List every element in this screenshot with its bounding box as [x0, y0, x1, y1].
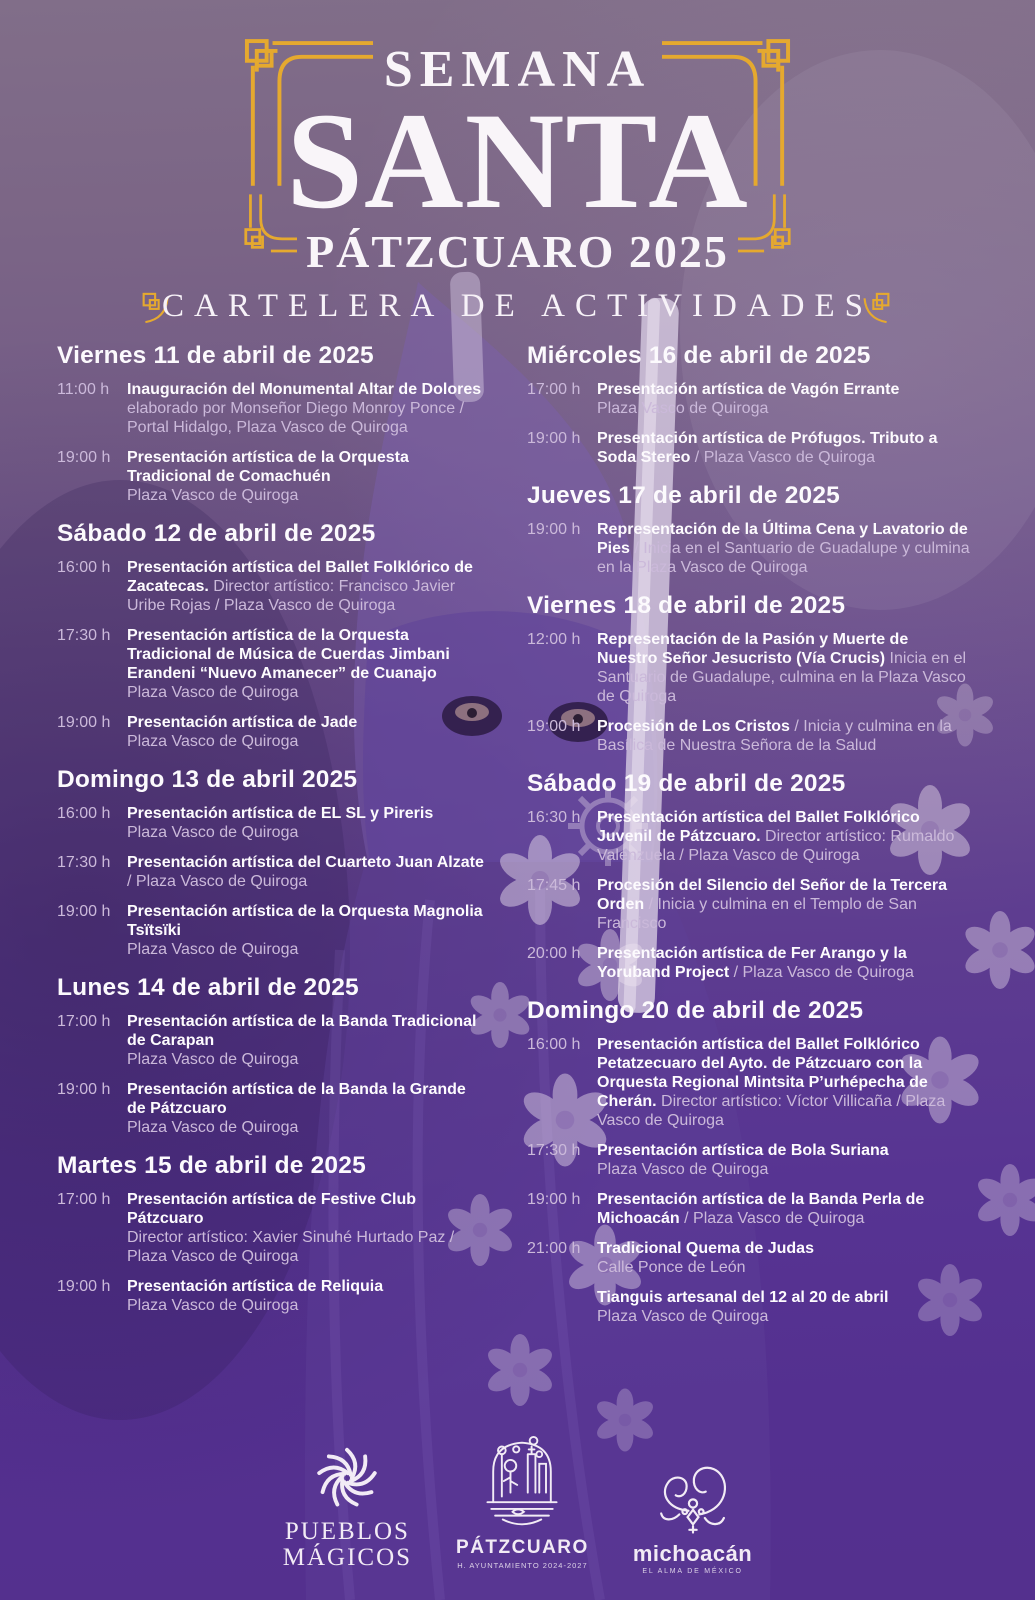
- event-row: [57, 713, 487, 751]
- event-detail: / Plaza Vasco de Quiroga: [729, 964, 914, 981]
- event-row: [57, 853, 487, 891]
- event-detail: Plaza Vasco de Quiroga: [127, 684, 299, 701]
- title-block: [0, 0, 1035, 275]
- event-detail: Plaza Vasco de Quiroga: [597, 1308, 769, 1325]
- event-time: 17:30 h: [57, 627, 111, 644]
- event-time: 19:00 h: [57, 1081, 111, 1098]
- day-heading: Sábado 12 de abril de 2025: [57, 520, 376, 547]
- event-title: Presentación artística de la Orquesta Tradicional de Música de Cuerdas Jimbani Erandeni “Nuevo Amanecer” de Cuanajo: [127, 627, 450, 682]
- event-text: [597, 380, 972, 418]
- day-section: [57, 1151, 487, 1315]
- event-time: 19:00 h: [57, 714, 111, 731]
- event-time: 16:00 h: [57, 559, 111, 576]
- pueblos-line1: PUEBLOS: [284, 1518, 410, 1545]
- day-section: [527, 341, 972, 467]
- event-text: [127, 804, 487, 842]
- day-section: [527, 769, 972, 982]
- event-text: [127, 1190, 487, 1266]
- event-row: [57, 804, 487, 842]
- event-text: [127, 1277, 487, 1315]
- event-text: [597, 1239, 972, 1277]
- patzcuaro-label: PÁTZCUARO: [456, 1537, 589, 1558]
- event-title: Tianguis artesanal del 12 al 20 de abril: [597, 1289, 889, 1306]
- event-text: [127, 902, 487, 959]
- event-detail: / Inicia en el Santuario de Guadalupe y culmina en la Plaza Vasco de Quiroga: [597, 540, 970, 576]
- day-section: [527, 996, 972, 1326]
- patzcuaro-emblem-icon: [474, 1432, 570, 1534]
- event-time: 16:30 h: [527, 809, 581, 826]
- event-detail: / Plaza Vasco de Quiroga: [127, 873, 308, 890]
- event-text: [597, 1190, 972, 1228]
- event-time: 19:00 h: [527, 718, 581, 735]
- event-row: [527, 429, 972, 467]
- event-time: 17:00 h: [57, 1191, 111, 1208]
- event-detail: Calle Ponce de León: [597, 1259, 746, 1276]
- event-detail: Director artístico: Francisco Javier Uribe Rojas / Plaza Vasco de Quiroga: [127, 578, 456, 614]
- event-detail: Plaza Vasco de Quiroga: [127, 824, 299, 841]
- schedule-column-left: [57, 341, 487, 1326]
- event-row: [57, 558, 487, 615]
- event-title: Presentación artística de la Orquesta Tradicional de Comachuén: [127, 449, 409, 485]
- event-time: 19:00 h: [527, 1191, 581, 1208]
- event-detail: Director artístico: Xavier Sinuhé Hurtado Paz / Plaza Vasco de Quiroga: [127, 1229, 455, 1265]
- footer-logos: [0, 1432, 1035, 1575]
- event-row: [527, 808, 972, 865]
- day-heading: Sábado 19 de abril de 2025: [527, 770, 846, 797]
- event-detail: Plaza Vasco de Quiroga: [597, 1161, 769, 1178]
- section-header: CARTELERA DE ACTIVIDADES: [161, 288, 873, 324]
- day-section: [57, 765, 487, 959]
- michoacan-sublabel: EL ALMA DE MÉXICO: [642, 1568, 743, 1575]
- day-heading: Martes 15 de abril de 2025: [57, 1152, 366, 1179]
- day-section: [527, 591, 972, 755]
- event-time: 17:45 h: [527, 877, 581, 894]
- event-row: [527, 1190, 972, 1228]
- event-row: [57, 448, 487, 505]
- event-time: 17:00 h: [57, 1013, 111, 1030]
- event-title: Presentación artística de EL SL y Pireris: [127, 805, 434, 822]
- event-detail: / Inicia y culmina en la Basílica de Nuestra Señora de la Salud: [597, 718, 952, 754]
- pueblos-magicos-wordmark: [283, 1519, 412, 1571]
- event-text: [127, 626, 487, 702]
- event-title: Representación de la Pasión y Muerte de Nuestro Señor Jesucristo (Vía Crucis): [597, 631, 909, 667]
- event-text: [597, 429, 972, 467]
- knot-ornament-icon: [861, 291, 891, 325]
- event-row: [527, 380, 972, 418]
- event-detail: Plaza Vasco de Quiroga: [127, 487, 299, 504]
- event-time: 19:00 h: [527, 430, 581, 447]
- event-time: 17:30 h: [527, 1142, 581, 1159]
- day-heading: Miércoles 16 de abril de 2025: [527, 342, 871, 369]
- event-row: [57, 1080, 487, 1137]
- day-section: [527, 481, 972, 577]
- pueblos-line2: MÁGICOS: [282, 1544, 413, 1571]
- event-text: [597, 1035, 972, 1130]
- event-title: Presentación artística de Prófugos. Tributo a Soda Stereo: [597, 430, 938, 466]
- event-text: [597, 1288, 972, 1326]
- event-time: 19:00 h: [57, 449, 111, 466]
- event-text: [127, 713, 487, 751]
- event-row: [57, 1190, 487, 1266]
- event-title: Inauguración del Monumental Altar de Dolores: [127, 381, 482, 398]
- event-title: Presentación artística del Ballet Folklórico Petatzecuaro del Ayto. de Pátzcuaro con la Orquesta Regional Mintsita P’urhépecha de Cherán.: [597, 1036, 928, 1110]
- event-detail: elaborado por Monseñor Diego Monroy Ponce / Portal Hidalgo, Plaza Vasco de Quiroga: [127, 400, 465, 436]
- event-row: [57, 902, 487, 959]
- event-row: [57, 626, 487, 702]
- day-heading: Jueves 17 de abril de 2025: [527, 482, 841, 509]
- event-row: [527, 717, 972, 755]
- day-heading: Domingo 20 de abril de 2025: [527, 997, 864, 1024]
- event-title: Tradicional Quema de Judas: [597, 1240, 814, 1257]
- event-time: [527, 1288, 597, 1326]
- event-time: 17:30 h: [57, 854, 111, 871]
- event-title: Presentación artística de la Orquesta Magnolia Tsïtsïki: [127, 903, 483, 939]
- event-text: [597, 808, 972, 865]
- event-row: [527, 1141, 972, 1179]
- patzcuaro-sublabel: H. AYUNTAMIENTO 2024-2027: [457, 1561, 588, 1570]
- day-heading: Domingo 13 de abril 2025: [57, 766, 358, 793]
- event-title: Presentación artística de Festive Club Pátzcuaro: [127, 1191, 416, 1227]
- event-text: [127, 380, 487, 437]
- event-time: 11:00 h: [57, 381, 110, 398]
- event-row: [527, 1239, 972, 1277]
- event-row: [527, 520, 972, 577]
- event-text: [597, 1141, 972, 1179]
- event-row: [527, 1288, 972, 1326]
- event-title: Presentación artística del Ballet Folklórico Juvenil de Pátzcuaro.: [597, 809, 920, 845]
- event-detail: Plaza Vasco de Quiroga: [127, 1119, 299, 1136]
- event-detail: / Inicia y culmina en el Templo de San Francisco: [597, 896, 917, 932]
- event-text: [597, 876, 972, 933]
- event-title: Presentación artística de Vagón Errante: [597, 381, 900, 398]
- event-text: [597, 520, 972, 577]
- event-detail: / Plaza Vasco de Quiroga: [690, 449, 876, 466]
- event-title: Presentación artística de Reliquia: [127, 1278, 384, 1295]
- event-title: Presentación artística del Cuarteto Juan Alzate: [127, 854, 484, 871]
- title-semana: SEMANA: [383, 41, 652, 98]
- event-row: [57, 380, 487, 437]
- michoacan-butterfly-icon: [650, 1458, 736, 1538]
- event-detail: Plaza Vasco de Quiroga: [127, 941, 299, 958]
- day-heading: Viernes 11 de abril de 2025: [57, 342, 374, 369]
- event-title: Procesión del Silencio del Señor de la Tercera Orden: [597, 877, 948, 913]
- event-detail: Plaza Vasco de Quiroga: [127, 1297, 299, 1314]
- pueblos-magicos-swirl-icon: [311, 1442, 383, 1514]
- event-text: [127, 853, 487, 891]
- event-row: [527, 944, 972, 982]
- day-heading: Lunes 14 de abril de 2025: [57, 974, 359, 1001]
- event-text: [597, 630, 972, 706]
- event-time: 17:00 h: [527, 381, 581, 398]
- event-detail: Plaza Vasco de Quiroga: [127, 733, 299, 750]
- event-detail: Plaza Vasco de Quiroga: [127, 1051, 299, 1068]
- michoacan-logo: [633, 1458, 752, 1575]
- schedule-column-right: [527, 341, 972, 1337]
- event-row: [57, 1277, 487, 1315]
- event-time: 16:00 h: [57, 805, 111, 822]
- event-time: 20:00 h: [527, 945, 581, 962]
- event-title: Presentación artística de la Banda Perla de Michoacán: [597, 1191, 925, 1227]
- event-detail: / Plaza Vasco de Quiroga: [679, 1210, 865, 1227]
- event-title: Presentación artística de la Banda Tradicional de Carapan: [127, 1013, 477, 1049]
- event-time: 12:00 h: [527, 631, 581, 648]
- day-section: [57, 519, 487, 751]
- event-text: [127, 558, 487, 615]
- event-time: 16:00 h: [527, 1036, 581, 1053]
- patzcuaro-logo: [456, 1432, 589, 1570]
- title-patzcuaro-2025: PÁTZCUARO 2025: [306, 225, 729, 277]
- event-time: 19:00 h: [527, 521, 581, 538]
- day-section: [57, 341, 487, 505]
- michoacan-label: michoacán: [632, 1541, 753, 1566]
- event-row: [57, 1012, 487, 1069]
- event-title: Presentación artística de la Banda la Grande de Pátzcuaro: [127, 1081, 466, 1117]
- title-santa: SANTA: [286, 84, 749, 237]
- event-title: Presentación artística de Fer Arango y la Yoruband Project: [597, 945, 907, 981]
- event-text: [597, 944, 972, 982]
- event-text: [127, 1080, 487, 1137]
- event-detail: Director artístico: Rumaldo Valenzuela / Plaza Vasco de Quiroga: [597, 828, 955, 864]
- day-section: [57, 973, 487, 1137]
- event-text: [127, 1012, 487, 1069]
- event-title: Representación de la Última Cena y Lavatorio de Pies: [597, 521, 968, 557]
- event-title: Procesión de Los Cristos: [597, 718, 790, 735]
- event-detail: Director artístico: Víctor Villicaña / Plaza Vasco de Quiroga: [597, 1093, 946, 1129]
- pueblos-magicos-logo: [283, 1442, 412, 1571]
- event-title: Presentación artística de Bola Suriana: [597, 1142, 889, 1159]
- event-row: [527, 630, 972, 706]
- event-time: 19:00 h: [57, 903, 111, 920]
- event-time: 19:00 h: [57, 1278, 111, 1295]
- event-row: [527, 876, 972, 933]
- event-detail: Inicia en el Santuario de Guadalupe, culmina en la Plaza Vasco de Quiroga: [597, 650, 967, 705]
- event-text: [597, 717, 972, 755]
- event-text: [127, 448, 487, 505]
- day-heading: Viernes 18 de abril de 2025: [527, 592, 846, 619]
- event-row: [527, 1035, 972, 1130]
- event-time: 21:00 h: [527, 1240, 581, 1257]
- event-detail: Plaza Vasco de Quiroga: [597, 400, 769, 417]
- event-title: Presentación artística de Jade: [127, 714, 358, 731]
- event-title: Presentación artística del Ballet Folklórico de Zacatecas.: [127, 559, 473, 595]
